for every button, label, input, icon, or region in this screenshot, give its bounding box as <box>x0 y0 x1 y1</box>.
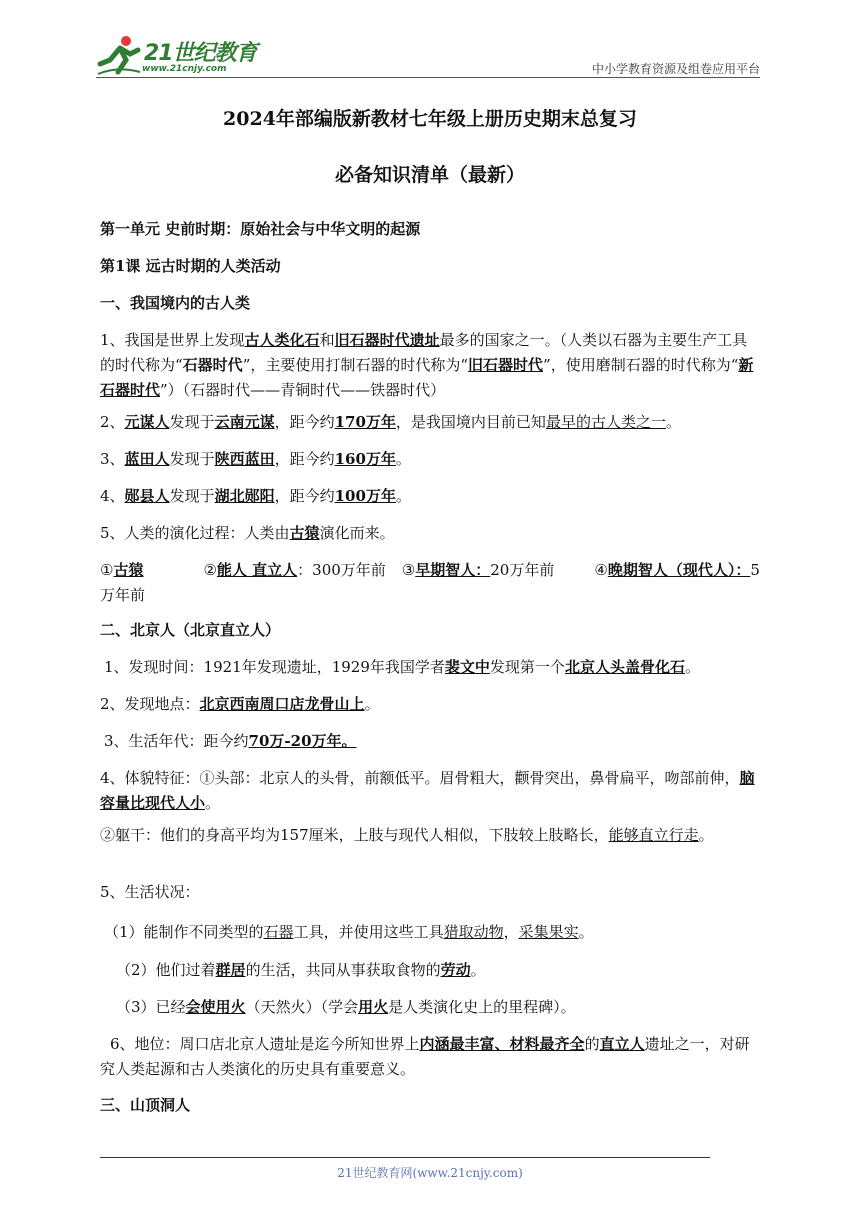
paragraph-2: 2、元谋人发现于云南元谋，距今约170万年，是我国境内目前已知最早的古人类之一。 <box>100 413 681 431</box>
beijing-features-body: ②躯干：他们的身高平均为157厘米，上肢与现代人相似，下肢较上肢略长，能够直立行走。 <box>100 826 714 844</box>
living-conditions-heading: 5、生活状况： <box>100 883 200 901</box>
section-heading-2: 二、北京人（北京直立人） <box>100 621 281 639</box>
paragraph-3: 3、蓝田人发现于陕西蓝田，距今约160万年。 <box>100 450 411 468</box>
page-footer: 21世纪教育网(www.21cnjy.com) <box>337 1166 523 1180</box>
page-header <box>96 30 760 80</box>
logo-text: 21世纪教育 <box>144 41 257 66</box>
footer-divider <box>100 1157 710 1158</box>
beijing-status: 6、地位：周口店北京人遗址是迄今所知世界上内涵最丰富、材料最齐全的直立人遗址之一，对研究人类起源和古人类演化的历史具有重要意义。 <box>100 1035 750 1078</box>
logo-url: www.21cnjy.com <box>142 64 227 74</box>
evolution-stages: ①古猿 ②能人 直立人：300万年前 ③早期智人：20万年前 ④晚期智人（现代人）：5万年前 <box>100 561 760 604</box>
beijing-discovery-time: 1、发现时间：1921年发现遗址，1929年我国学者裴文中发现第一个北京人头盖骨化石。 <box>104 658 700 676</box>
paragraph-5: 5、人类的演化过程：人类由古猿演化而来。 <box>100 524 395 542</box>
living-condition-3: （3）已经会使用火（天然火）（学会用火是人类演化史上的里程碑）。 <box>116 998 576 1016</box>
doc-title: 2024年部编版新教材七年级上册历史期末总复习 <box>223 108 637 130</box>
logo <box>96 34 276 78</box>
paragraph-4: 4、郧县人发现于湖北郧阳，距今约100万年。 <box>100 487 411 505</box>
beijing-features-head: 4、体貌特征：①头部：北京人的头骨，前额低平。眉骨粗大，颧骨突出，鼻骨扁平，吻部前伸，脑容量比现代人小。 <box>100 769 755 812</box>
document-body <box>100 100 760 190</box>
header-divider <box>96 77 760 78</box>
runner-logo-icon <box>96 34 142 78</box>
living-condition-1: （1）能制作不同类型的石器工具，并使用这些工具猎取动物，采集果实。 <box>104 923 594 941</box>
section-heading-3: 三、山顶洞人 <box>100 1096 191 1114</box>
living-condition-2: （2）他们过着群居的生活，共同从事获取食物的劳动。 <box>116 961 486 979</box>
beijing-discovery-place: 2、发现地点：北京西南周口店龙骨山上。 <box>100 695 380 713</box>
doc-subtitle: 必备知识清单（最新） <box>334 164 525 186</box>
section-heading-1: 一、我国境内的古人类 <box>100 294 251 312</box>
lesson-heading: 第1课 远古时期的人类活动 <box>100 257 281 275</box>
paragraph-1: 1、我国是世界上发现古人类化石和旧石器时代遗址最多的国家之一。（人类以石器为主要生产工具的时代称为“石器时代”，主要使用打制石器的时代称为“旧石器时代”，使用磨制石器的时代称为“新石器时代”）（石器时代——青铜时代——铁器时代） <box>100 331 754 399</box>
platform-name: 中小学教育资源及组卷应用平台 <box>591 62 760 76</box>
unit-heading: 第一单元 史前时期：原始社会与中华文明的起源 <box>100 220 421 238</box>
beijing-era: 3、生活年代：距今约70万-20万年。 <box>104 732 357 750</box>
